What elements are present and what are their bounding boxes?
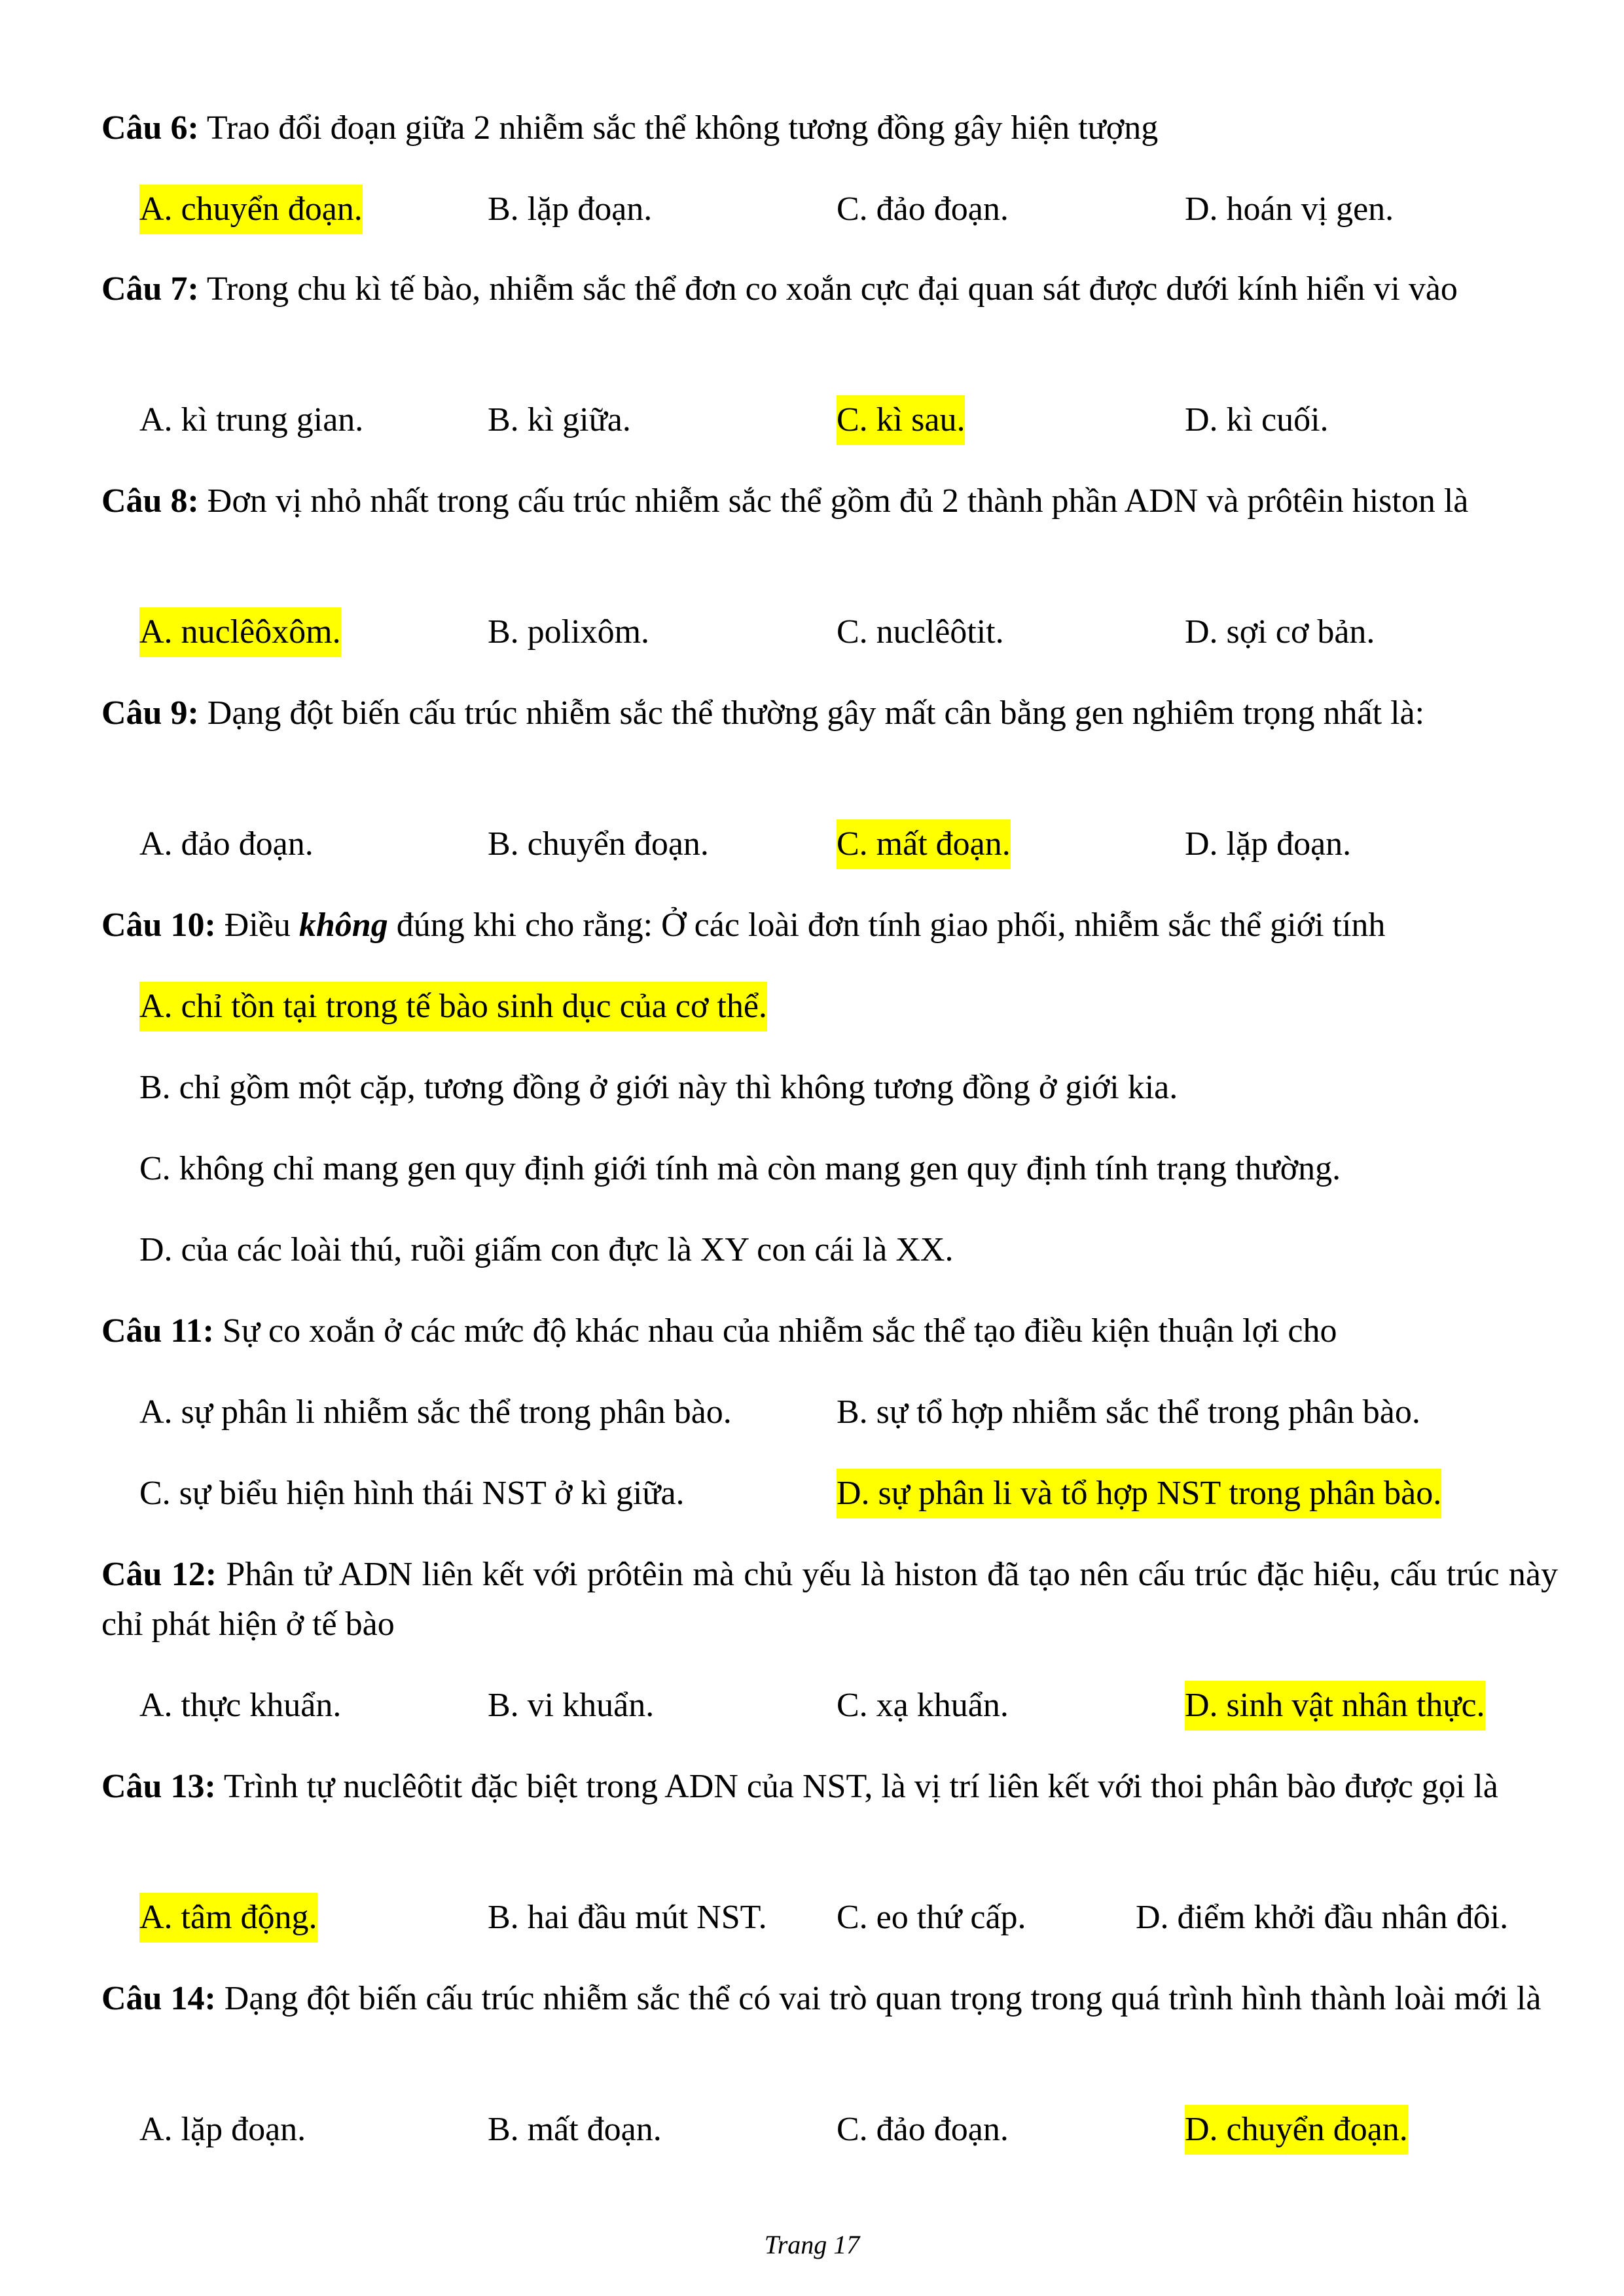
question-10-stem bbox=[101, 901, 1558, 950]
question-label: Câu 6: bbox=[101, 109, 199, 147]
option-d: D. lặp đoạn. bbox=[1185, 825, 1352, 863]
option-a: A. tâm động. bbox=[139, 1893, 317, 1943]
question-text-before: Điều bbox=[215, 906, 299, 944]
question-13-options bbox=[0, 1893, 1624, 1943]
option-a: A. nuclêôxôm. bbox=[139, 607, 341, 657]
option-b: B. kì giữa. bbox=[488, 401, 631, 439]
question-7-stem bbox=[101, 264, 1558, 314]
question-text: Dạng đột biến cấu trúc nhiễm sắc thể có vai trò quan trọng trong quá trình hình thành loài mới là bbox=[215, 1980, 1542, 2017]
option-b: B. vi khuẩn. bbox=[488, 1687, 655, 1724]
question-10-option-a-row bbox=[0, 982, 1624, 1031]
option-c: C. sự biểu hiện hình thái NST ở kì giữa. bbox=[139, 1475, 685, 1512]
question-7-options bbox=[0, 395, 1624, 445]
question-label: Câu 10: bbox=[101, 906, 216, 944]
question-label: Câu 13: bbox=[101, 1768, 216, 1805]
option-b: B. chuyển đoạn. bbox=[488, 825, 709, 863]
option-b: B. sự tổ hợp nhiễm sắc thể trong phân bào. bbox=[837, 1393, 1420, 1431]
question-text: Phân tử ADN liên kết với prôtêin mà chủ yếu là histon đã tạo nên cấu trúc đặc hiệu, cấu trúc này chỉ phát hiện ở tế bào bbox=[101, 1556, 1558, 1643]
question-text: Dạng đột biến cấu trúc nhiễm sắc thể thường gây mất cân bằng gen nghiêm trọng nhất là: bbox=[198, 694, 1425, 732]
option-b: B. polixôm. bbox=[488, 613, 650, 651]
option-a: A. chuyển đoạn. bbox=[139, 185, 363, 234]
option-c: C. đảo đoạn. bbox=[837, 2111, 1009, 2148]
option-d: D. sinh vật nhân thực. bbox=[1185, 1681, 1485, 1731]
option-d: D. kì cuối. bbox=[1185, 401, 1329, 439]
option-c: C. xạ khuẩn. bbox=[837, 1687, 1009, 1724]
option-a: A. chỉ tồn tại trong tế bào sinh dục của cơ thể. bbox=[139, 982, 767, 1031]
question-label: Câu 12: bbox=[101, 1556, 217, 1593]
option-b: B. lặp đoạn. bbox=[488, 190, 653, 228]
option-d: D. sự phân li và tổ hợp NST trong phân bào. bbox=[837, 1469, 1441, 1518]
question-14-options bbox=[0, 2105, 1624, 2155]
question-text-after: đúng khi cho rằng: Ở các loài đơn tính giao phối, nhiễm sắc thể giới tính bbox=[388, 906, 1386, 944]
option-b: B. hai đầu mút NST. bbox=[488, 1899, 767, 1936]
option-a: A. sự phân li nhiễm sắc thể trong phân bào. bbox=[139, 1393, 732, 1431]
question-6-options bbox=[0, 185, 1624, 234]
question-label: Câu 7: bbox=[101, 270, 199, 308]
question-12-options bbox=[0, 1681, 1624, 1731]
option-c: C. không chỉ mang gen quy định giới tính mà còn mang gen quy định tính trạng thường. bbox=[139, 1150, 1341, 1187]
question-12-stem bbox=[101, 1550, 1558, 1649]
question-8-stem bbox=[101, 476, 1558, 526]
question-6-stem bbox=[101, 103, 1558, 153]
question-13-stem bbox=[101, 1762, 1558, 1812]
question-text: Sự co xoắn ở các mức độ khác nhau của nhiễm sắc thể tạo điều kiện thuận lợi cho bbox=[213, 1312, 1337, 1350]
option-d: D. hoán vị gen. bbox=[1185, 190, 1394, 228]
option-a: A. lặp đoạn. bbox=[139, 2111, 306, 2148]
question-11-options-row-1 bbox=[0, 1388, 1624, 1437]
question-label: Câu 11: bbox=[101, 1312, 214, 1350]
option-d: D. điểm khởi đầu nhân đôi. bbox=[1136, 1899, 1509, 1936]
option-c: C. eo thứ cấp. bbox=[837, 1899, 1026, 1936]
option-a: A. đảo đoạn. bbox=[139, 825, 314, 863]
question-10-option-c-row bbox=[0, 1144, 1624, 1194]
option-b: B. chỉ gồm một cặp, tương đồng ở giới này thì không tương đồng ở giới kia. bbox=[139, 1069, 1178, 1106]
question-text: Trao đổi đoạn giữa 2 nhiễm sắc thể không tương đồng gây hiện tượng bbox=[198, 109, 1159, 147]
question-9-options bbox=[0, 819, 1624, 869]
option-a: A. thực khuẩn. bbox=[139, 1687, 342, 1724]
option-c: C. đảo đoạn. bbox=[837, 190, 1009, 228]
question-label: Câu 14: bbox=[101, 1980, 216, 2017]
option-b: B. mất đoạn. bbox=[488, 2111, 662, 2148]
question-text-emphasis: không bbox=[298, 906, 388, 944]
question-14-stem bbox=[101, 1974, 1558, 2024]
option-d: D. chuyển đoạn. bbox=[1185, 2105, 1408, 2155]
question-11-options-row-2 bbox=[0, 1469, 1624, 1518]
question-text: Đơn vị nhỏ nhất trong cấu trúc nhiễm sắc thể gồm đủ 2 thành phần ADN và prôtêin histon là bbox=[198, 482, 1469, 520]
option-d: D. của các loài thú, ruồi giấm con đực là XY con cái là XX. bbox=[139, 1231, 954, 1268]
option-c: C. kì sau. bbox=[837, 395, 965, 445]
question-9-stem bbox=[101, 689, 1558, 738]
page-number: Trang 17 bbox=[764, 2230, 860, 2259]
option-d: D. sợi cơ bản. bbox=[1185, 613, 1375, 651]
question-10-option-d-row bbox=[0, 1225, 1624, 1275]
question-10-option-b-row bbox=[0, 1063, 1624, 1113]
question-label: Câu 8: bbox=[101, 482, 199, 520]
question-11-stem bbox=[101, 1306, 1558, 1356]
question-text: Trong chu kì tế bào, nhiễm sắc thể đơn co xoắn cực đại quan sát được dưới kính hiển vi vào bbox=[198, 270, 1458, 308]
question-8-options bbox=[0, 607, 1624, 657]
option-a: A. kì trung gian. bbox=[139, 401, 364, 439]
question-text: Trình tự nuclêôtit đặc biệt trong ADN của NST, là vị trí liên kết với thoi phân bào được gọi là bbox=[215, 1768, 1498, 1805]
option-c: C. mất đoạn. bbox=[837, 819, 1011, 869]
option-c: C. nuclêôtit. bbox=[837, 613, 1004, 651]
question-label: Câu 9: bbox=[101, 694, 199, 732]
